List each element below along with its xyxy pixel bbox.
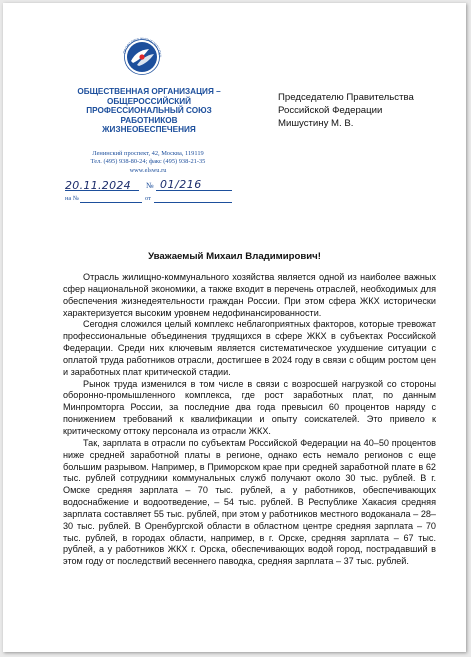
reference-number-line	[80, 202, 142, 203]
recipient-line: Мишустину М. В.	[278, 118, 354, 129]
letter-body	[63, 272, 436, 568]
organization-name	[59, 87, 239, 135]
outgoing-date: 20.11.2024	[65, 179, 131, 192]
body-paragraph: Сегодня сложился целый комплекс неблагоприятных факторов, которые тревожат профессиональные объединения трудящихся в сфере ЖКХ в субъектах Российской Федерации. Среди них ключевым является систематическое ухудшение ситуации с оплатой труда работников отрасли, достигшее в 2024 году в связи с общим ростом цен и заработных плат критической стадии.	[63, 319, 436, 377]
org-name-line: ОБЩЕСТВЕННАЯ ОРГАНИЗАЦИЯ –	[77, 87, 221, 96]
recipient-line: Председателю Правительства	[278, 92, 414, 103]
body-paragraph: Рынок труда изменился в том числе в связи с возросшей нагрузкой со стороны оборонно-промышленного комплекса, где рост заработных плат, по данным Минпромторга России, за последние два года превысил 60 процентов наряду с понижением требований к квалификации и опыту соискателей. Это привело к критическому оттоку персонала из отрасли ЖКХ.	[63, 378, 436, 436]
date-underline	[65, 190, 139, 191]
letter-page	[3, 3, 466, 652]
address-line: Ленинский проспект, 42, Москва, 119119	[92, 150, 204, 157]
org-name-line: РАБОТНИКОВ	[120, 115, 178, 125]
reference-date-label: от	[145, 195, 151, 202]
outgoing-number: 01/216	[160, 178, 202, 191]
org-name-line: ОБЩЕРОССИЙСКИЙ	[106, 96, 192, 106]
recipient-line: Российской Федерации	[278, 105, 383, 116]
logo-lettering: ПРОФСОЮЗ ЖИЗНЕОБЕСПЕЧ	[122, 36, 163, 58]
salutation: Уважаемый Михаил Владимирович!	[148, 251, 321, 262]
reference-date-line	[154, 202, 232, 203]
org-name-line: ПРОФЕССИОНАЛЬНЫЙ СОЮЗ	[86, 106, 212, 116]
org-name-line: ЖИЗНЕОБЕСПЕЧЕНИЯ	[102, 125, 196, 135]
reference-number-label: на №	[65, 195, 79, 202]
union-logo-icon	[119, 35, 165, 77]
organization-contacts	[63, 150, 233, 175]
recipient-block	[278, 91, 458, 130]
number-underline	[156, 190, 232, 191]
body-paragraph: Так, зарплата в отрасли по субъектам Российской Федерации на 40–50 процентов ниже средней заработной платы в регионе, однако есть немало регионов с еще большим разрывом. Например, в Приморском крае при средней заработной плате в 62 тыс. рублей сотрудники коммунальных служб получают около 30 тыс. рублей. В г. Омске средняя зарплата – 70 тыс. рублей, а у работников, обеспечивающих водоснабжение и водоотведение, – 54 тыс. рублей. В Республике Хакасия средняя зарплата составляет 55 тыс. рублей, при этом у работников местного водоканала – 28–30 тыс. рублей. В Оренбургской области в областном центре средняя зарплата – 70 тыс. рублей, в городах области, например, в г. Орске, средняя зарплата – 67 тыс. рублей, а у работников ЖКХ г. Орска, обеспечивающих водой город, пострадавший в этом году от последствий весеннего паводка, средняя зарплата – 37 тыс. рублей.	[63, 437, 436, 567]
number-sign: №	[146, 181, 154, 190]
phone-fax-line: Тел. (495) 938-80-24; факс (495) 938-21-35	[90, 158, 206, 166]
website-line: www.elswu.ru	[129, 166, 167, 174]
body-paragraph: Отрасль жилищно-коммунального хозяйства является одной из наиболее важных сфер национальной экономики, а также входит в перечень отраслей, необходимых для обеспечения жизнедеятельности граждан России. При этом сфера ЖКХ исторически характеризуется высоким уровнем недофинансированности.	[63, 272, 436, 318]
